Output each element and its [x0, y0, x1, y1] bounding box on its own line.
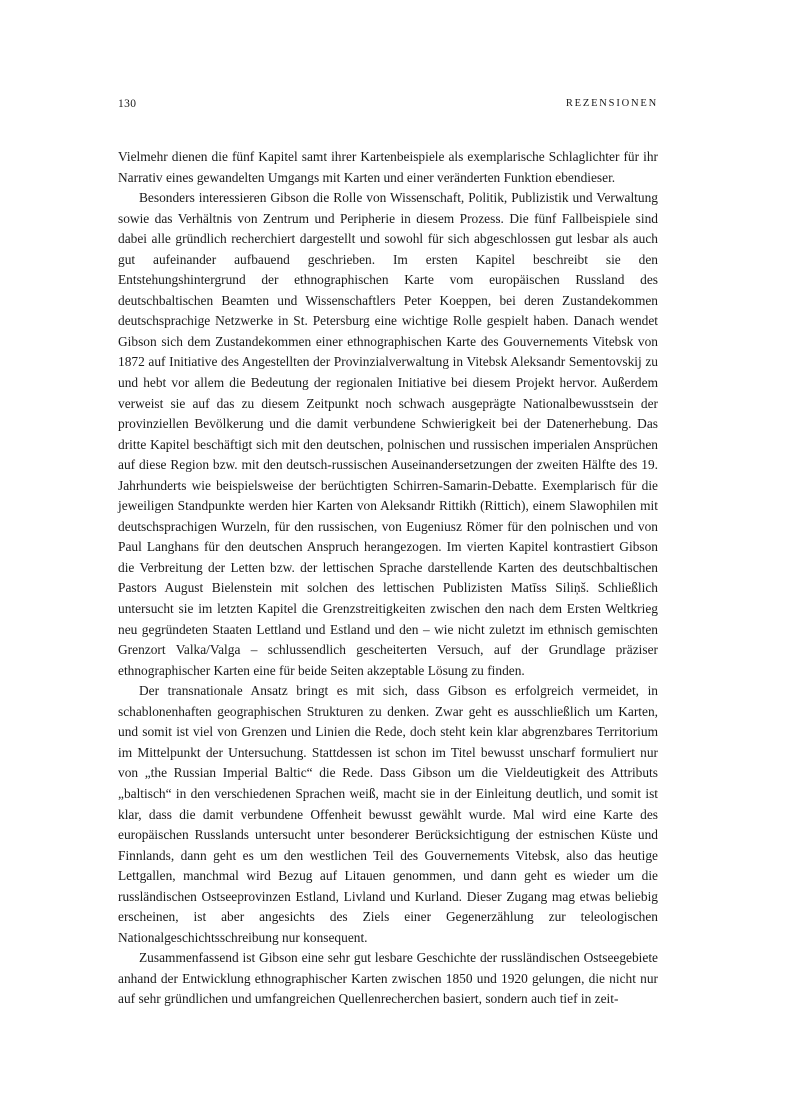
page-header [118, 97, 658, 111]
paragraph-2: Besonders interessieren Gibson die Rolle von Wissenschaft, Politik, Publizistik und Verwaltung sowie das Verhältnis von Zentrum und Peripherie in diesem Prozess. Die fünf Fallbeispiele sind dabei alle gründlich recherchiert dargestellt und sowohl für sich abgeschlossen gut lesbar als auch gut aufeinander aufbauend geschrieben. Im ersten Kapitel beschreibt sie den Entstehungshintergrund der ethnographischen Karte vom europäischen Russland des deutschbaltischen Beamten und Wissenschaftlers Peter Koeppen, bei deren Zustandekommen deutschsprachige Netzwerke in St. Petersburg eine wichtige Rolle gespielt haben. Danach wendet Gibson sich dem Zustandekommen einer ethnographischen Karte des Gouvernements Vitebsk von 1872 auf Initiative des Angestellten der Provinzialverwaltung in Vitebsk Aleksandr Sementovskij zu und hebt vor allem die Bedeutung der regionalen Initiative bei diesem Projekt hervor. Außerdem verweist sie auf das zu diesem Zeitpunkt noch schwach ausgeprägte Nationalbewusstsein der provinziellen Bevölkerung und die damit verbundene Schwierigkeit bei der Datenerhebung. Das dritte Kapitel beschäftigt sich mit den deutschen, polnischen und russischen imperialen Ansprüchen auf diese Region bzw. mit den deutsch-russischen Auseinandersetzungen der zweiten Hälfte des 19. Jahrhunderts wie beispielsweise der berüchtigten Schirren-Samarin-Debatte. Exemplarisch für die jeweiligen Standpunkte werden hier Karten von Aleksandr Rittikh (Rittich), einem Slawophilen mit deutschsprachigen Wurzeln, für den russischen, von Eugeniusz Römer für den polnischen und von Paul Langhans für den deutschen Anspruch herangezogen. Im vierten Kapitel kontrastiert Gibson die Verbreitung der Letten bzw. der lettischen Sprache darstellende Karten des deutschbaltischen Pastors August Bielenstein mit solchen des lettischen Publizisten Matīss Siliņš. Schließlich untersucht sie im letzten Kapitel die Grenzstreitigkeiten zwischen den nach dem Ersten Weltkrieg neu gegründeten Staaten Lettland und Estland und den – wie nicht zuletzt im ethnisch gemischten Grenzort Valka/Valga – schlussendlich gescheiterten Versuch, auf der Grundlage präziser ethnographischer Karten eine für beide Seiten akzeptable Lösung zu finden. [118, 190, 658, 678]
paragraph-3: Der transnationale Ansatz bringt es mit sich, dass Gibson es erfolgreich vermeidet, in schablonenhaften geographischen Strukturen zu denken. Zwar geht es ausschließlich um Karten, und somit ist viel von Grenzen und Linien die Rede, doch steht kein klar abgrenzbares Territorium im Mittelpunkt der Untersuchung. Stattdessen ist schon im Titel bewusst unscharf formuliert nur von „the Russian Imperial Baltic“ die Rede. Dass Gibson um die Vieldeutigkeit des Attributs „baltisch“ in den verschiedenen Sprachen weiß, macht sie in der Einleitung deutlich, und somit ist klar, dass die damit verbundene Offenheit bewusst gewählt wurde. Mal wird eine Karte des europäischen Russlands untersucht unter besonderer Berücksichtigung der estnischen Küste und Finnlands, dann geht es um den westlichen Teil des Gouvernements Vitebsk, also das heutige Lettgallen, manchmal wird Bezug auf Litauen genommen, und dann geht es wieder um die russländischen Ostseeprovinzen Estland, Livland und Kurland. Dieser Zugang mag etwas beliebig erscheinen, ist aber angesichts des Ziels einer Gegenerzählung zur teleologischen Nationalgeschichtsschreibung nur konsequent. [118, 683, 658, 945]
paragraph-4: Zusammenfassend ist Gibson eine sehr gut lesbare Geschichte der russländischen Ostseegebiete anhand der Entwicklung ethnographischer Karten zwischen 1850 und 1920 gelungen, die nicht nur auf sehr gründlichen und umfangreichen Quellenrecherchen basiert, sondern auch tief in zeit- [118, 950, 658, 1007]
body-text [118, 147, 658, 1010]
paragraph-1: Vielmehr dienen die fünf Kapitel samt ihrer Kartenbeispiele als exemplarische Schlaglichter für ihr Narrativ eines gewandelten Umgangs mit Karten und einer veränderten Funktion ebendieser. [118, 149, 658, 185]
running-head: REZENSIONEN [565, 98, 658, 109]
page-number: 130 [118, 98, 137, 110]
